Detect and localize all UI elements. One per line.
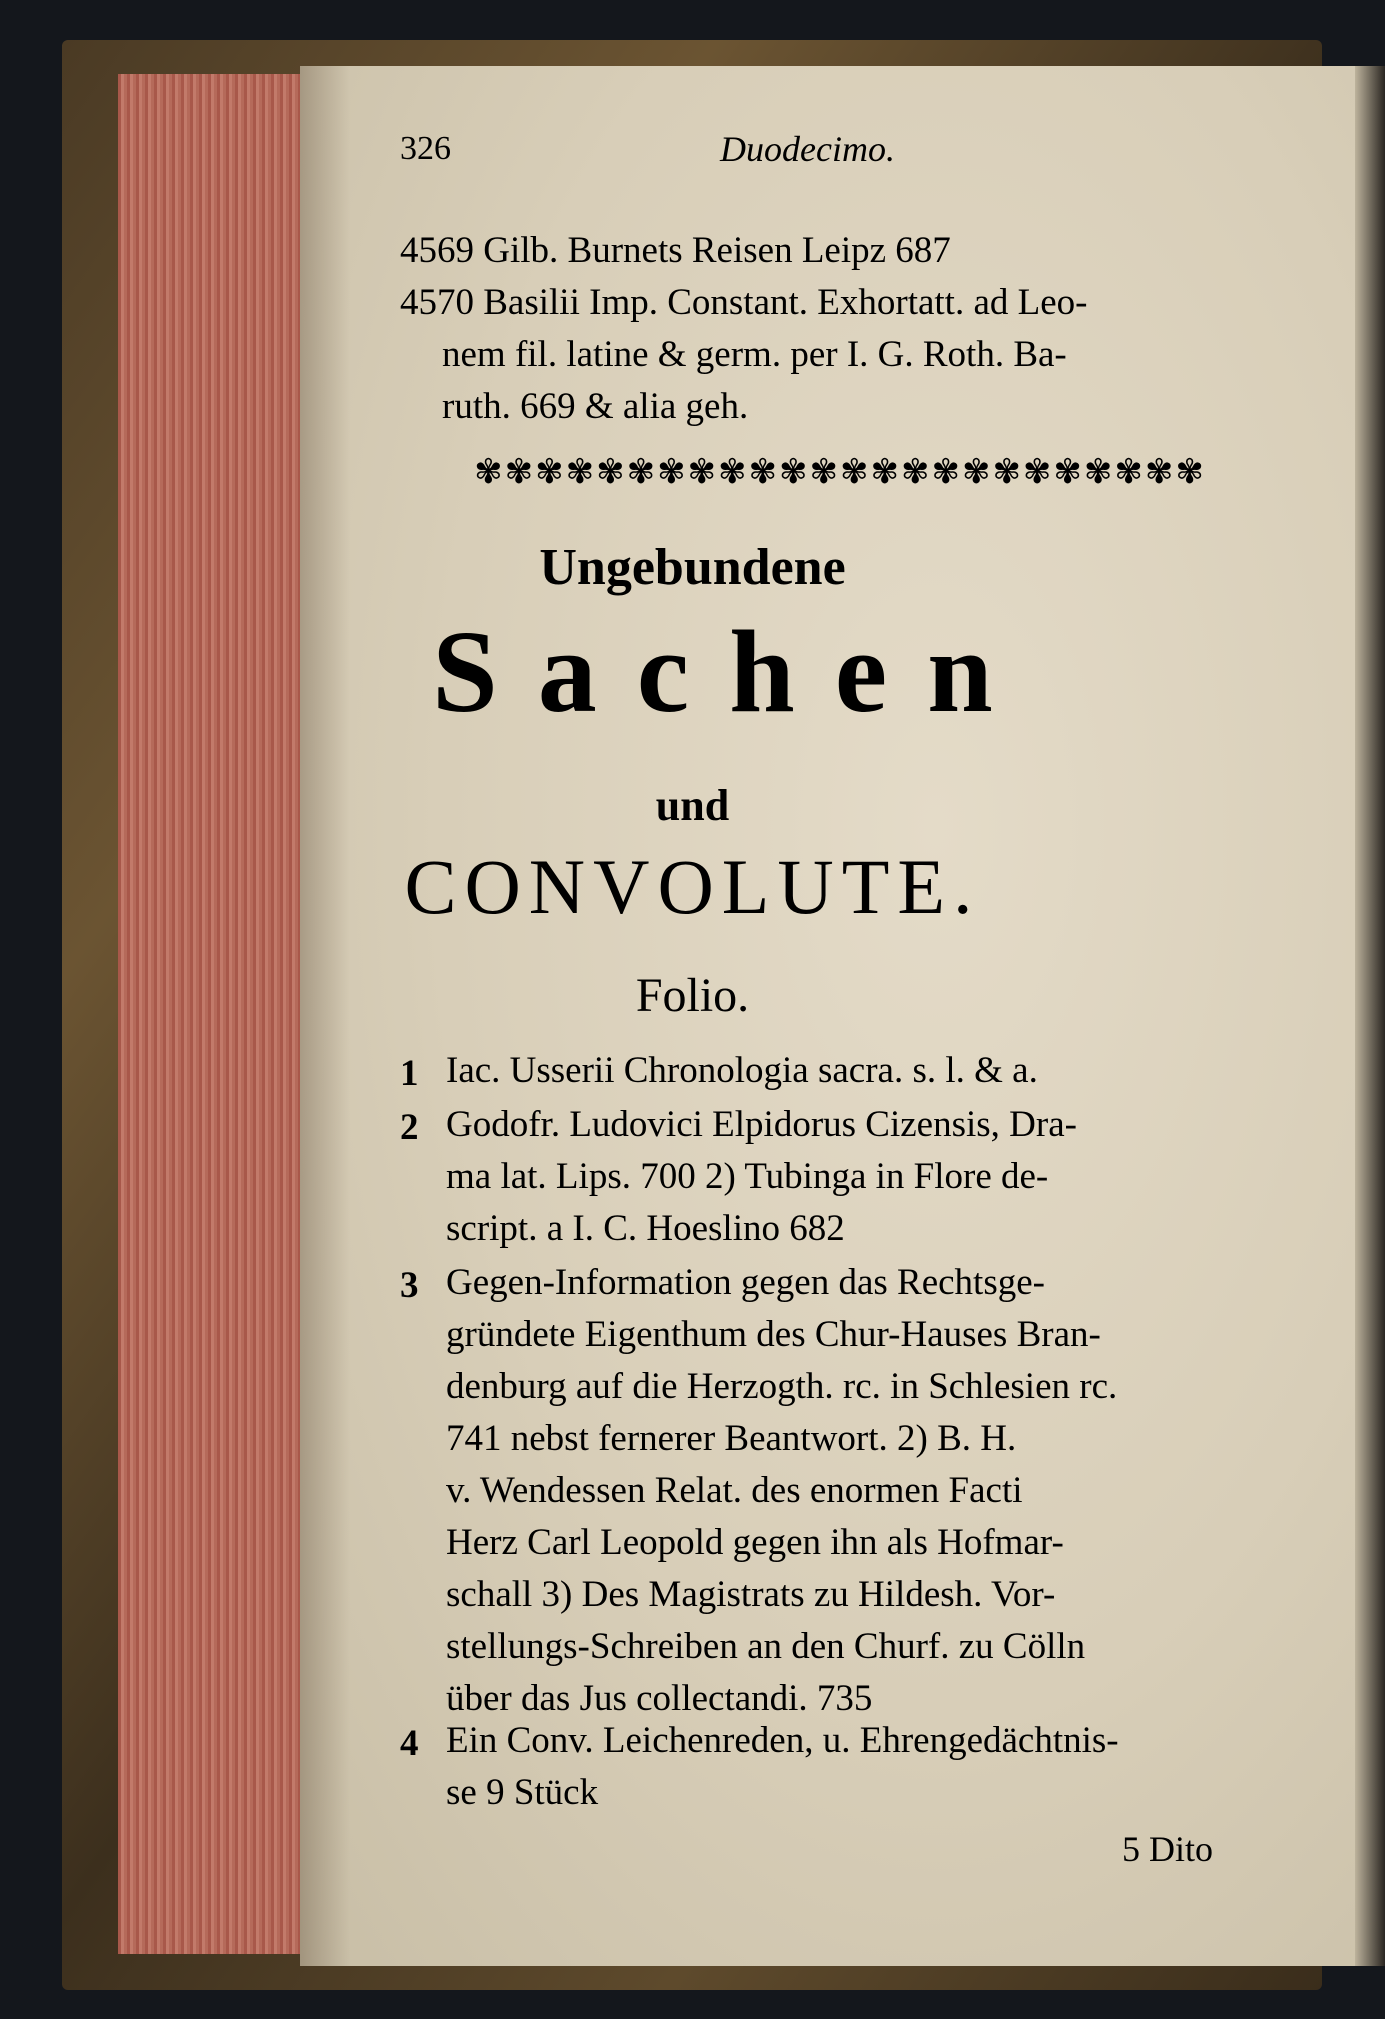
item-number: 3	[400, 1265, 419, 1306]
item-3-line: über das Jus collectandi. 735	[446, 1678, 873, 1719]
item-1-line: Iac. Usserii Chronologia sacra. s. l. & a.	[446, 1050, 1038, 1091]
item-3-line: schall 3) Des Magistrats zu Hildesh. Vor-	[446, 1574, 1056, 1615]
section-title-line1: Ungebundene	[539, 539, 846, 596]
section-title-line2: Sachen	[432, 606, 1033, 737]
item-4-line: se 9 Stück	[446, 1772, 599, 1813]
entry-number: 4570	[400, 282, 474, 323]
item-3-line: stellungs-Schreiben an den Churf. zu Cölln	[446, 1626, 1086, 1667]
item-number: 4	[400, 1723, 419, 1764]
section-title-line4: CONVOLUTE.	[404, 843, 981, 930]
item-2-line: Godofr. Ludovici Elpidorus Cizensis, Dra-	[446, 1104, 1077, 1145]
entry-text: Basilii Imp. Constant. Exhortatt. ad Leo-	[483, 282, 1088, 323]
catchword: 5 Dito	[1122, 1829, 1214, 1869]
entry-4570	[400, 284, 1087, 321]
item-3-line: gründete Eigenthum des Chur-Hauses Bran-	[446, 1314, 1101, 1355]
ornament-rule: ✾✾✾✾✾✾✾✾✾✾✾✾✾✾✾✾✾✾✾✾✾✾✾✾	[474, 454, 1206, 491]
running-title: Duodecimo.	[720, 129, 895, 169]
item-3-line: Gegen-Information gegen das Rechtsge-	[446, 1262, 1045, 1303]
item-3-line: 741 nebst fernerer Beantwort. 2) B. H.	[446, 1418, 1017, 1459]
entry-4569	[400, 232, 951, 269]
item-2-line: ma lat. Lips. 700 2) Tubinga in Flore de-	[446, 1156, 1049, 1197]
entry-text: Gilb. Burnets Reisen Leipz 687	[483, 230, 951, 271]
entry-4570-cont-1: nem fil. latine & germ. per I. G. Roth. Ba-	[442, 334, 1067, 375]
item-number: 1	[400, 1053, 419, 1094]
section-title-line3: und	[655, 781, 730, 830]
item-2-line: script. a I. C. Hoeslino 682	[446, 1208, 845, 1249]
entry-4570-cont-2: ruth. 669 & alia geh.	[442, 386, 749, 427]
item-3-line: Herz Carl Leopold gegen ihn als Hofmar-	[446, 1522, 1064, 1563]
page-number: 326	[400, 130, 451, 167]
format-heading: Folio.	[635, 969, 750, 1022]
item-4-line: Ein Conv. Leichenreden, u. Ehrengedächtnis-	[446, 1720, 1119, 1761]
entry-number: 4569	[400, 230, 474, 271]
item-3-line: v. Wendessen Relat. des enormen Facti	[446, 1470, 1023, 1511]
item-3-line: denburg auf die Herzogth. rc. in Schlesien rc.	[446, 1366, 1118, 1407]
item-number: 2	[400, 1107, 419, 1148]
